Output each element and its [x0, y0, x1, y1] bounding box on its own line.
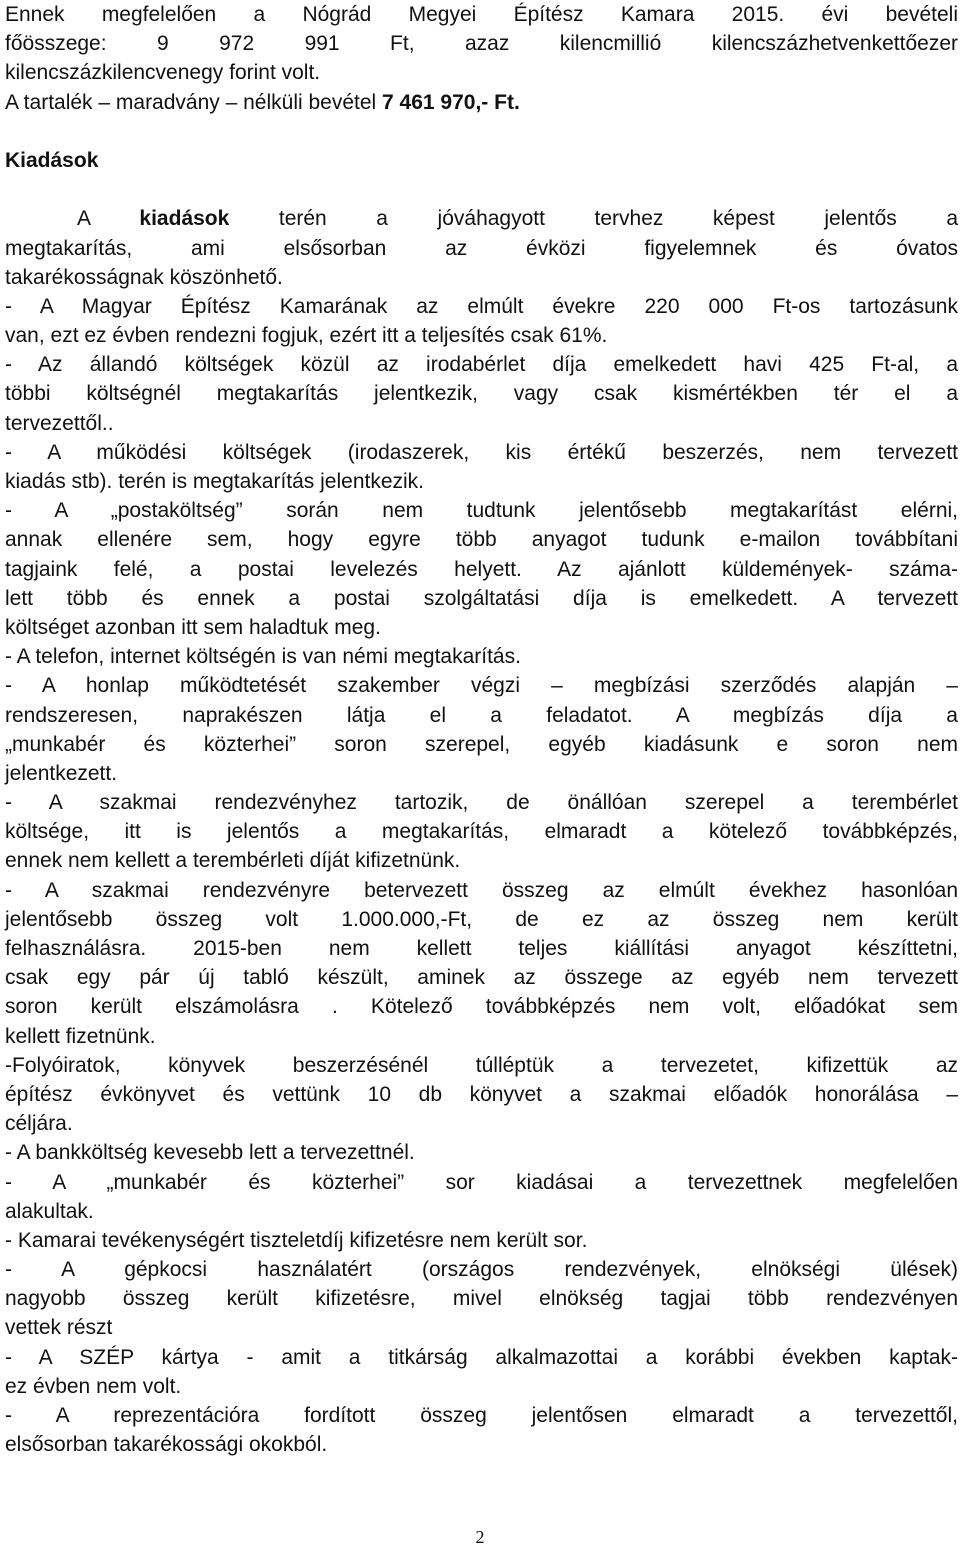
expense-item	[5, 788, 958, 876]
text-line: - A működési költségek (irodaszerek, kis értékű beszerzés, nem tervezett	[5, 440, 958, 464]
document-page	[5, 0, 958, 1459]
text-line: jelentősebb összeg volt 1.000.000,-Ft, de ez az összeg nem került	[5, 907, 958, 931]
text-line: építész évkönyvet és vettünk 10 db könyvet a szakmai előadók honorálása –	[5, 1082, 958, 1106]
expense-item	[5, 292, 958, 350]
text-line: - Az állandó költségek közül az irodabérlet díja emelkedett havi 425 Ft-al, a	[5, 353, 958, 377]
text-line: tervezettől..	[5, 411, 114, 435]
expense-items-list	[5, 292, 958, 1460]
expense-item	[5, 496, 958, 642]
text-line: költséget azonban itt sem haladtuk meg.	[5, 615, 381, 639]
text-line: - A szakmai rendezvényhez tartozik, de önállóan szerepel a terembérlet	[5, 791, 958, 815]
text-line: -Folyóiratok, könyvek beszerzésénél túlléptük a tervezetet, kifizettük az	[5, 1053, 958, 1077]
section-heading: Kiadások	[5, 148, 99, 172]
text-line: - A honlap működtetését szakember végzi – megbízási szerződés alapján –	[5, 674, 958, 698]
text-line: kellett fizetnünk.	[5, 1024, 156, 1048]
text-line: felhasználásra. 2015-ben nem kellett teljes kiállítási anyagot készíttetni,	[5, 937, 958, 960]
text-line: kiadás stb). terén is megtakarítás jelentkezik.	[5, 470, 425, 493]
text-line: nagyobb összeg került kifizetésre, mivel elnökség tagjai több rendezvényen	[5, 1287, 958, 1311]
expense-item	[5, 1343, 958, 1401]
text-line: - Kamarai tevékenységért tiszteletdíj kifizetésre nem került sor.	[5, 1228, 588, 1252]
text-line: - A Magyar Építész Kamarának az elmúlt évekre 220 000 Ft-os tartozásunk	[5, 294, 958, 318]
reserve-income-label: A tartalék – maradvány – nélküli bevétel	[5, 90, 383, 114]
reserve-income-amount: 7 461 970,- Ft.	[382, 90, 520, 114]
intro-paragraph	[5, 0, 958, 117]
expense-item	[5, 438, 958, 496]
expense-item	[5, 1138, 958, 1167]
text-line: költsége, itt is jelentős a megtakarítás, elmaradt a kötelező továbbképzés,	[5, 820, 958, 844]
text-line: - A bankköltség kevesebb lett a tervezettnél.	[5, 1141, 415, 1165]
text-line: ennek nem kellett a terembérleti díját kifizetnünk.	[5, 849, 461, 873]
expense-item	[5, 1401, 958, 1459]
text-line: csak egy pár új tabló készült, aminek az összege az egyéb nem tervezett	[5, 966, 958, 990]
expense-item	[5, 350, 958, 438]
text-line: ez évben nem volt.	[5, 1374, 182, 1398]
text-line: lett több és ennek a postai szolgáltatási díja is emelkedett. A tervezett	[5, 586, 958, 610]
expense-item	[5, 642, 958, 671]
page-number: 2	[475, 1527, 485, 1547]
text-line: annak ellenére sem, hogy egyre több anyagot tudunk e-mailon továbbítani	[5, 528, 958, 552]
text-line: - A gépkocsi használatért (országos rendezvények, elnökségi ülések)	[5, 1258, 958, 1282]
text-line: „munkabér és közterhei” soron szerepel, egyéb kiadásunk e soron nem	[5, 732, 958, 756]
expense-item	[5, 1168, 958, 1226]
text-line: van, ezt ez évben rendezni fogjuk, ezért itt a teljesítés csak 61%.	[5, 324, 608, 348]
text-line: céljára.	[5, 1112, 73, 1136]
text-line: - A „munkabér és közterhei” sor kiadásai a tervezettnek megfelelően	[5, 1170, 958, 1194]
expense-item	[5, 1226, 958, 1255]
expense-item	[5, 671, 958, 788]
text-line: rendszeresen, naprakészen látja el a feladatot. A megbízás díja a	[5, 703, 958, 727]
text-line: kilencszázkilencvenegy forint volt.	[5, 61, 321, 85]
keyword-kiadasok: kiadások	[139, 207, 230, 231]
text-line: tagjaink felé, a postai levelezés helyett. Az ajánlott küldemények- száma-	[5, 557, 958, 581]
text-line: - A szakmai rendezvényre betervezett összeg az elmúlt évekhez hasonlóan	[5, 878, 958, 902]
text-line: - A telefon, internet költségén is van némi megtakarítás.	[5, 645, 521, 669]
text-line: - A reprezentációra fordított összeg jelentősen elmaradt a tervezettől,	[5, 1404, 958, 1427]
text-line: jelentkezett.	[5, 761, 118, 785]
text-line: Ennek megfelelően a Nógrád Megyei Építész Kamara 2015. évi bevételi	[5, 3, 958, 26]
text-line: A kiadások terén a jóváhagyott tervhez képest jelentős a	[77, 207, 958, 231]
expense-item	[5, 1255, 958, 1343]
text-line: alakultak.	[5, 1199, 94, 1223]
text-line: - A „postaköltség” során nem tudtunk jelentősebb megtakarítást elérni,	[5, 499, 958, 523]
text-line: többi költségnél megtakarítás jelentkezik, vagy csak kismértékben tér el a	[5, 382, 958, 406]
reserve-income-line	[5, 88, 958, 117]
text-line: takarékosságnak köszönhető.	[5, 265, 283, 289]
text-line: főösszege: 9 972 991 Ft, azaz kilencmillió kilencszázhetvenkettőezer	[5, 32, 958, 56]
expense-item	[5, 876, 958, 1051]
text-line: megtakarítás, ami elsősorban az évközi figyelemnek és óvatos	[5, 236, 958, 260]
text-line: vettek részt	[5, 1316, 113, 1340]
text-line: soron került elszámolásra . Kötelező továbbképzés nem volt, előadókat sem	[5, 995, 958, 1019]
expense-item	[5, 1051, 958, 1139]
text-line: - A SZÉP kártya - amit a titkárság alkalmazottai a korábbi években kaptak-	[5, 1345, 958, 1369]
summary-paragraph	[5, 204, 958, 292]
text-line: elsősorban takarékossági okokból.	[5, 1433, 328, 1457]
